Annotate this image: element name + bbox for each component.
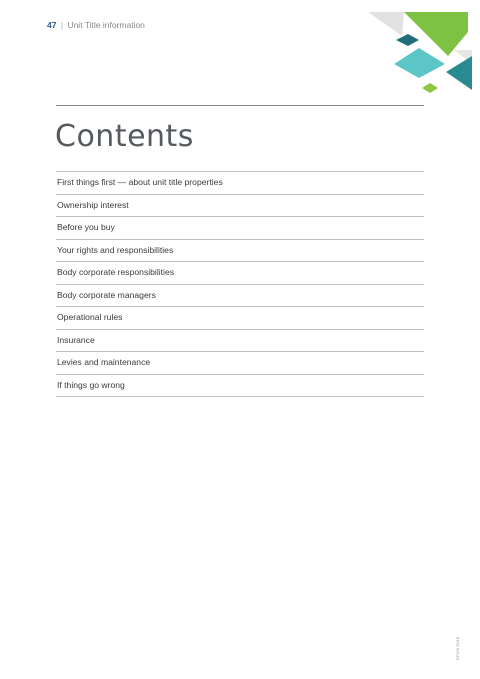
- toc-item[interactable]: First things first — about unit title properties: [56, 172, 424, 195]
- top-rule-divider: [56, 105, 424, 106]
- table-of-contents: [56, 171, 424, 397]
- page-number: 47: [47, 20, 57, 30]
- decorative-diamonds-graphic: [368, 10, 472, 96]
- toc-item[interactable]: Insurance: [56, 330, 424, 353]
- green-diamond-shape: [404, 12, 468, 56]
- dark-teal-diamond-shape: [396, 34, 419, 46]
- toc-item[interactable]: Body corporate managers: [56, 285, 424, 308]
- section-title: Unit Title information: [67, 20, 145, 30]
- toc-item[interactable]: Your rights and responsibilities: [56, 240, 424, 263]
- toc-item[interactable]: Operational rules: [56, 307, 424, 330]
- page-title: Contents: [55, 119, 194, 154]
- toc-item[interactable]: Levies and maintenance: [56, 352, 424, 375]
- toc-item[interactable]: If things go wrong: [56, 375, 424, 398]
- toc-item[interactable]: Before you buy: [56, 217, 424, 240]
- page-header: [47, 20, 145, 30]
- toc-item[interactable]: Ownership interest: [56, 195, 424, 218]
- header-separator: |: [60, 20, 64, 30]
- dark-teal-triangle-shape: [446, 56, 472, 90]
- teal-diamond-shape: [394, 48, 445, 78]
- small-green-diamond-shape: [422, 83, 438, 93]
- footer-code: BP100 26/18: [455, 636, 460, 660]
- grey-triangle-shape: [368, 12, 404, 36]
- toc-item[interactable]: Body corporate responsibilities: [56, 262, 424, 285]
